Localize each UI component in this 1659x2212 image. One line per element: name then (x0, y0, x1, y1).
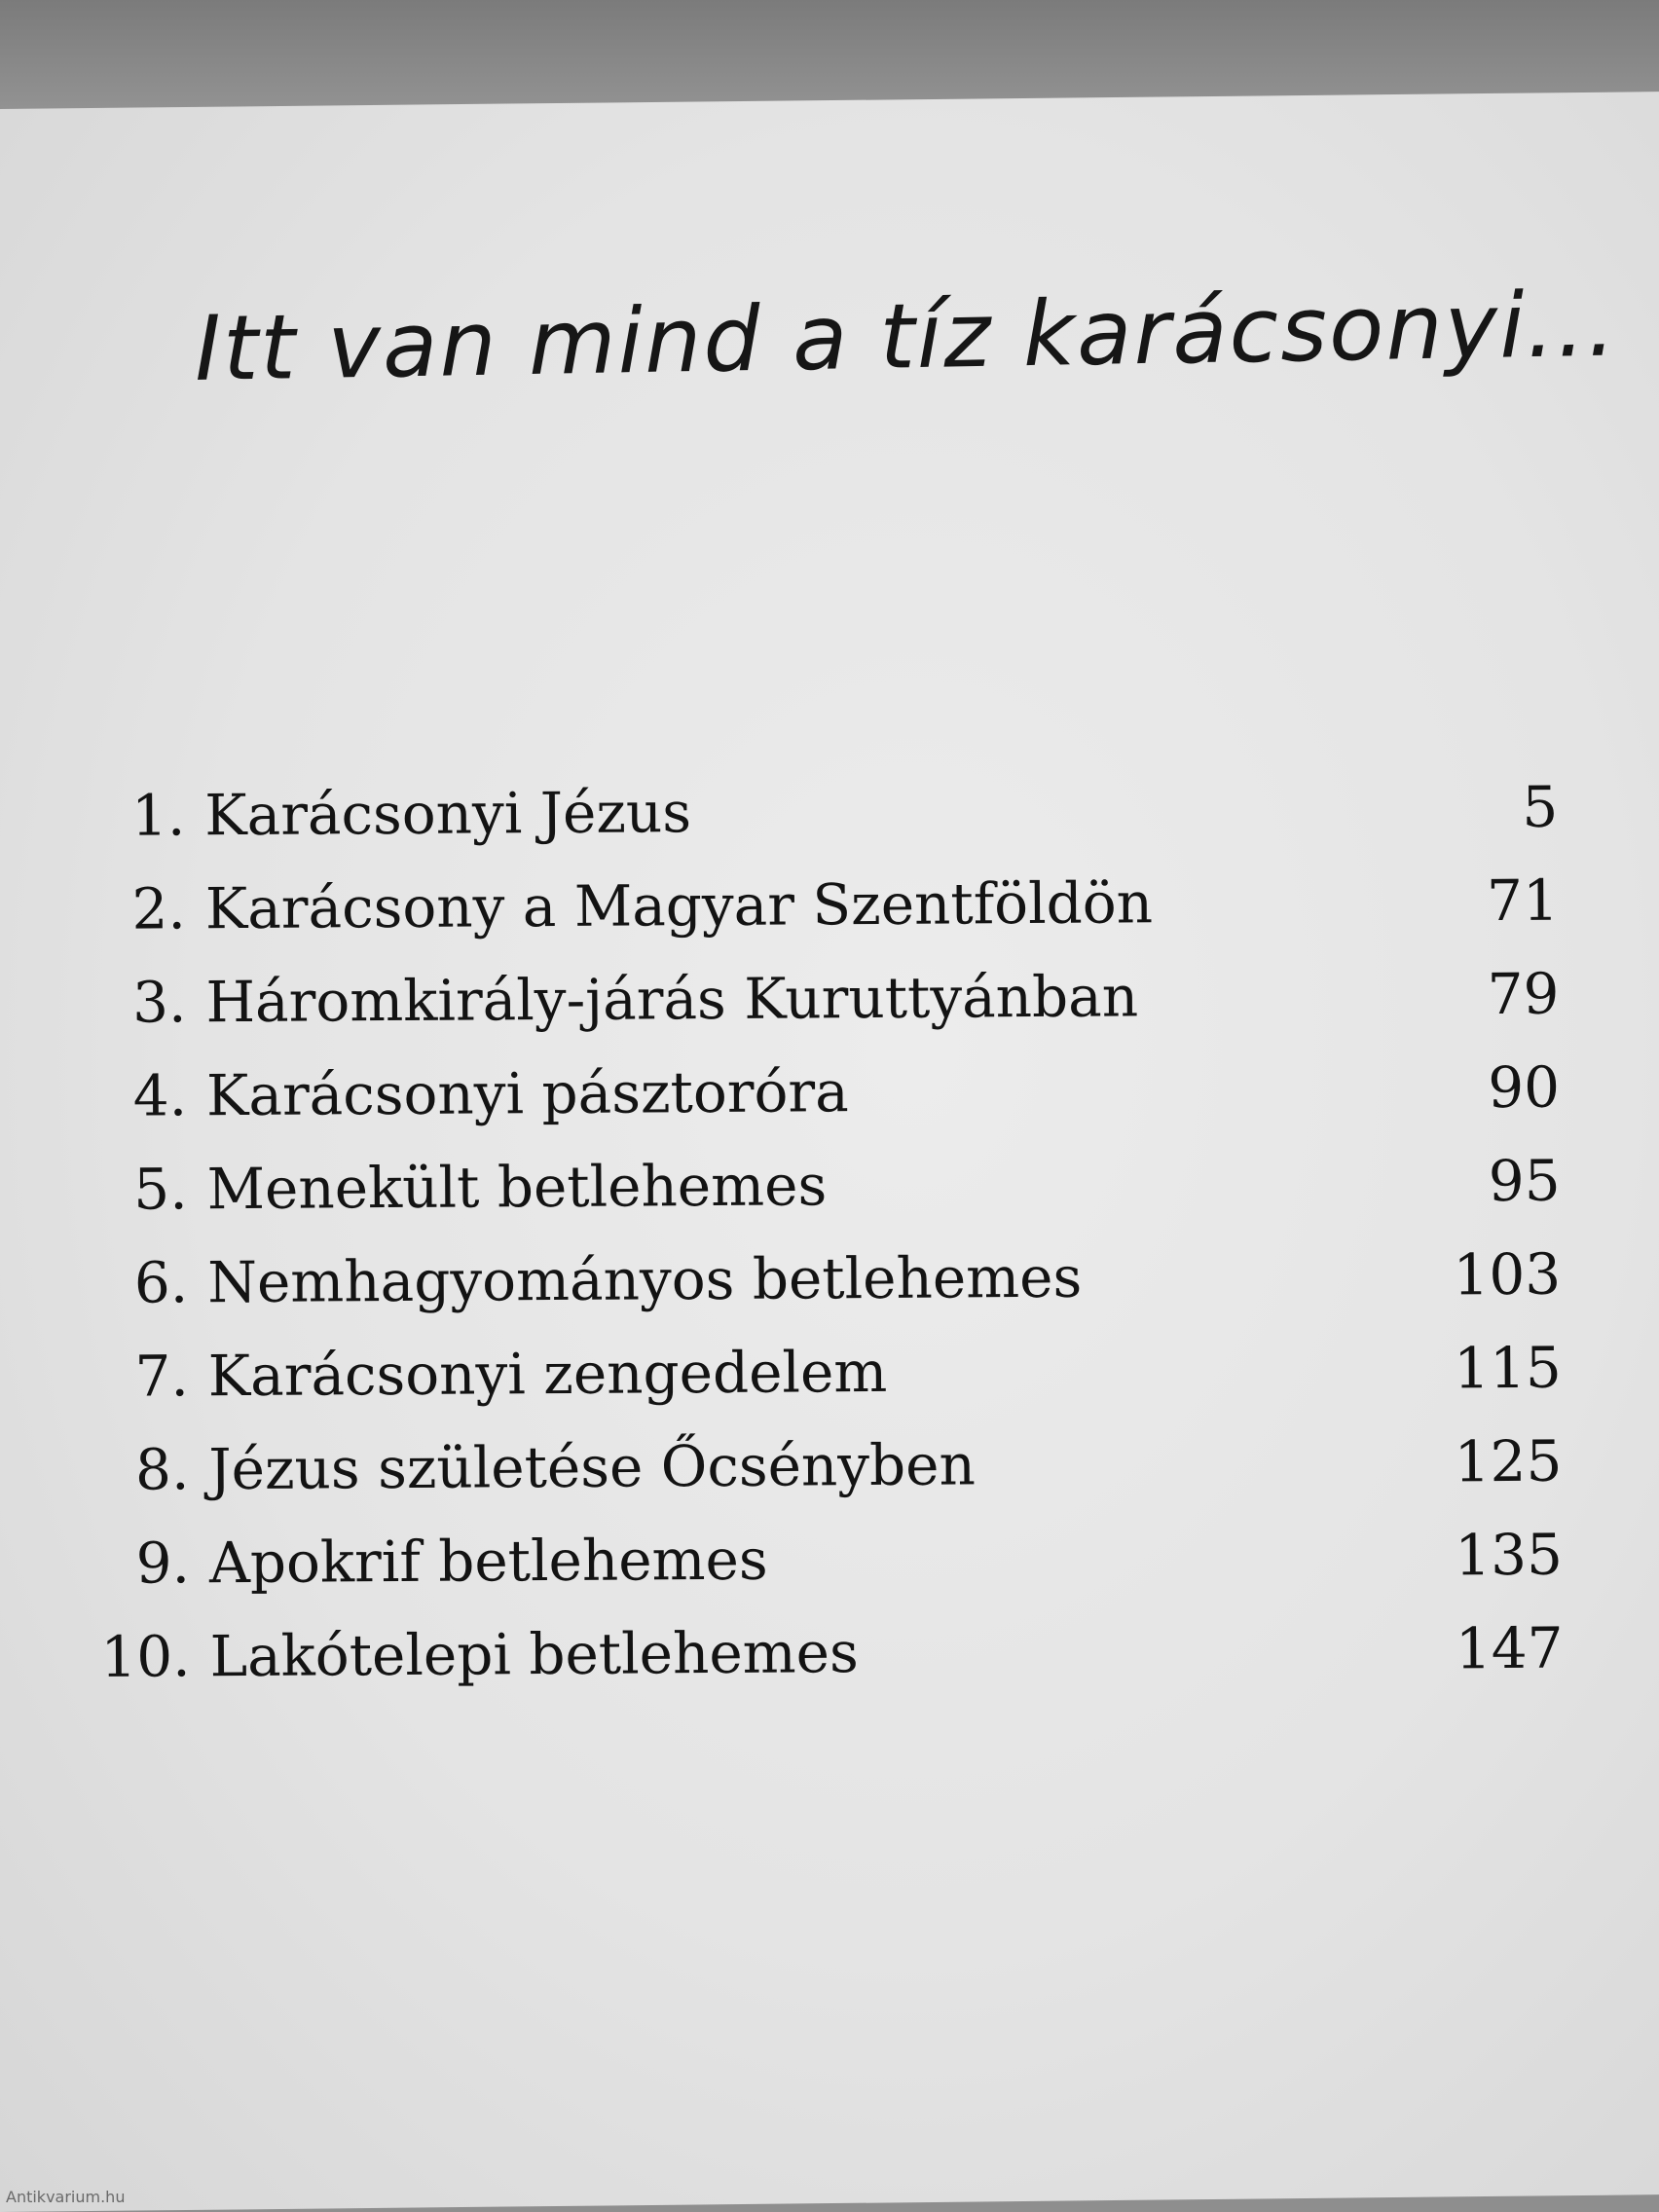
toc-number: 7. (134, 1343, 190, 1410)
toc-title: Nemhagyományos betlehemes (207, 1243, 1083, 1316)
toc-row (83, 1602, 1583, 1704)
toc-number: 2. (131, 875, 187, 942)
toc-title: Lakótelepi betlehemes (209, 1619, 859, 1690)
toc-number: 5. (133, 1156, 188, 1223)
toc-title: Háromkirály-járás Kuruttyánban (205, 963, 1139, 1036)
toc-row (83, 1508, 1583, 1610)
toc-row (78, 760, 1578, 863)
page-title: Itt van mind a tíz karácsonyi... (194, 272, 1619, 401)
toc-row (79, 854, 1579, 956)
toc-title: Karácsonyi zengedelem (207, 1338, 888, 1410)
toc-row (80, 1041, 1580, 1143)
toc-page-number: 90 (1488, 1053, 1561, 1122)
toc-number: 3. (131, 969, 187, 1036)
toc-row (80, 1134, 1580, 1236)
toc-page-number: 115 (1453, 1334, 1562, 1402)
toc-title: Jézus születése Őcsényben (208, 1431, 977, 1503)
toc-title: Karácsony a Magyar Szentföldön (204, 869, 1154, 942)
toc-page-number: 79 (1487, 960, 1560, 1028)
toc-row (79, 947, 1579, 1050)
toc-title: Apokrif betlehemes (208, 1526, 768, 1597)
toc-page-number: 103 (1453, 1240, 1562, 1309)
toc-page-number: 147 (1455, 1614, 1564, 1682)
toc-row (82, 1321, 1582, 1423)
toc-title: Menekült betlehemes (206, 1152, 828, 1223)
toc-page-number: 71 (1486, 866, 1560, 935)
toc-page-number: 5 (1522, 773, 1559, 840)
toc-number: 9. (135, 1530, 191, 1597)
toc-number: 4. (132, 1062, 188, 1129)
toc-page-number: 95 (1488, 1147, 1561, 1215)
table-of-contents (78, 760, 1583, 1704)
toc-row (82, 1415, 1582, 1517)
toc-row (81, 1228, 1581, 1330)
watermark: Antikvarium.hu (6, 2188, 126, 2206)
toc-number: 10. (100, 1623, 191, 1690)
toc-title: Karácsonyi Jézus (204, 779, 692, 849)
toc-title: Karácsonyi pásztoróra (205, 1058, 849, 1129)
toc-number: 8. (134, 1436, 190, 1503)
toc-number: 1. (130, 782, 186, 849)
toc-page-number: 125 (1454, 1427, 1563, 1495)
toc-page-number: 135 (1455, 1521, 1564, 1589)
toc-number: 6. (133, 1249, 189, 1316)
